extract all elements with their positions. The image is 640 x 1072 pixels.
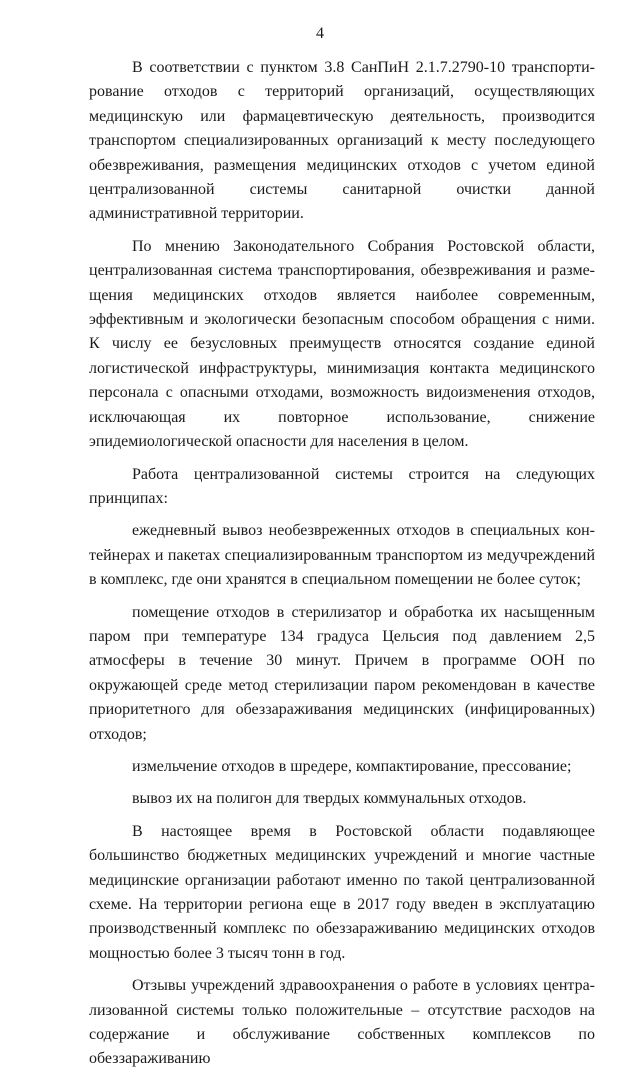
paragraph-sanpin-transport: В соответствии с пунктом 3.8 СанПиН 2.1.7.2790-10 транспортирование отходов с территорий организаций, осуществляющих медицинскую или фармацевтическую деятельность, производится транспортом специализированных организаций к месту последующего обезвреживания, размещения медицинских отходов с учетом единой централизованной системы санитарной очистки данной административной территории. bbox=[89, 59, 595, 223]
paragraph-legislative-assembly-opinion: По мнению Законодательного Собрания Ростовской области, централизованная система транспортирования, обезвреживания и размещения медицинских отходов является наиболее современным, эффективным и экологически безопасным способом обращения с ними. К числу ее безусловных преимуществ относятся создание единой логистической инфраструктуры, минимизация контакта медицинского персонала с опасными отходами, возможность видоизменения отходов, исключающая их повторное использование, снижение эпидемиологической опасности для населения в целом. bbox=[89, 237, 595, 451]
paragraph-institution-feedback: Отзывы учреждений здравоохранения о работе в условиях централизованной системы только положительные – отсутствие расходов на содержание и обслуживание собственных комплексов по обеззараживанию bbox=[89, 977, 595, 1068]
list-item-shredding: измельчение отходов в шредере, компактирование, прессование; bbox=[132, 757, 572, 775]
document-body bbox=[89, 56, 595, 1072]
paragraph-rostov-current-state: В настоящее время в Ростовской области подавляющее большинство бюджетных медицинских учреждений и многие частные медицинские организации работают именно по такой централизованной схеме. На территории региона еще в 2017 году введен в эксплуатацию производственный комплекс по обеззараживанию медицинских отходов мощностью более 3 тысяч тонн в год. bbox=[89, 822, 595, 962]
list-item-sterilization: помещение отходов в стерилизатор и обработка их насыщенным паром при температуре 134 градуса Цельсия под давлением 2,5 атмосферы в течение 30 минут. Причем в программе ООН по окружающей среде метод стерилизации паром рекомендован в качестве приоритетного для обеззараживания медицинских (инфицированных) отходов; bbox=[89, 603, 595, 743]
paragraph-principles-intro: Работа централизованной системы строится на следующих принципах: bbox=[89, 465, 595, 507]
page-number: 4 bbox=[316, 25, 324, 42]
list-item-daily-removal: ежедневный вывоз необезвреженных отходов в специальных контейнерах и пакетах специализированным транспортом из медучреждений в комплекс, где они хранятся в специальном помещении не более суток; bbox=[89, 522, 595, 589]
list-item-landfill: вывоз их на полигон для твердых коммунальных отходов. bbox=[132, 790, 527, 808]
